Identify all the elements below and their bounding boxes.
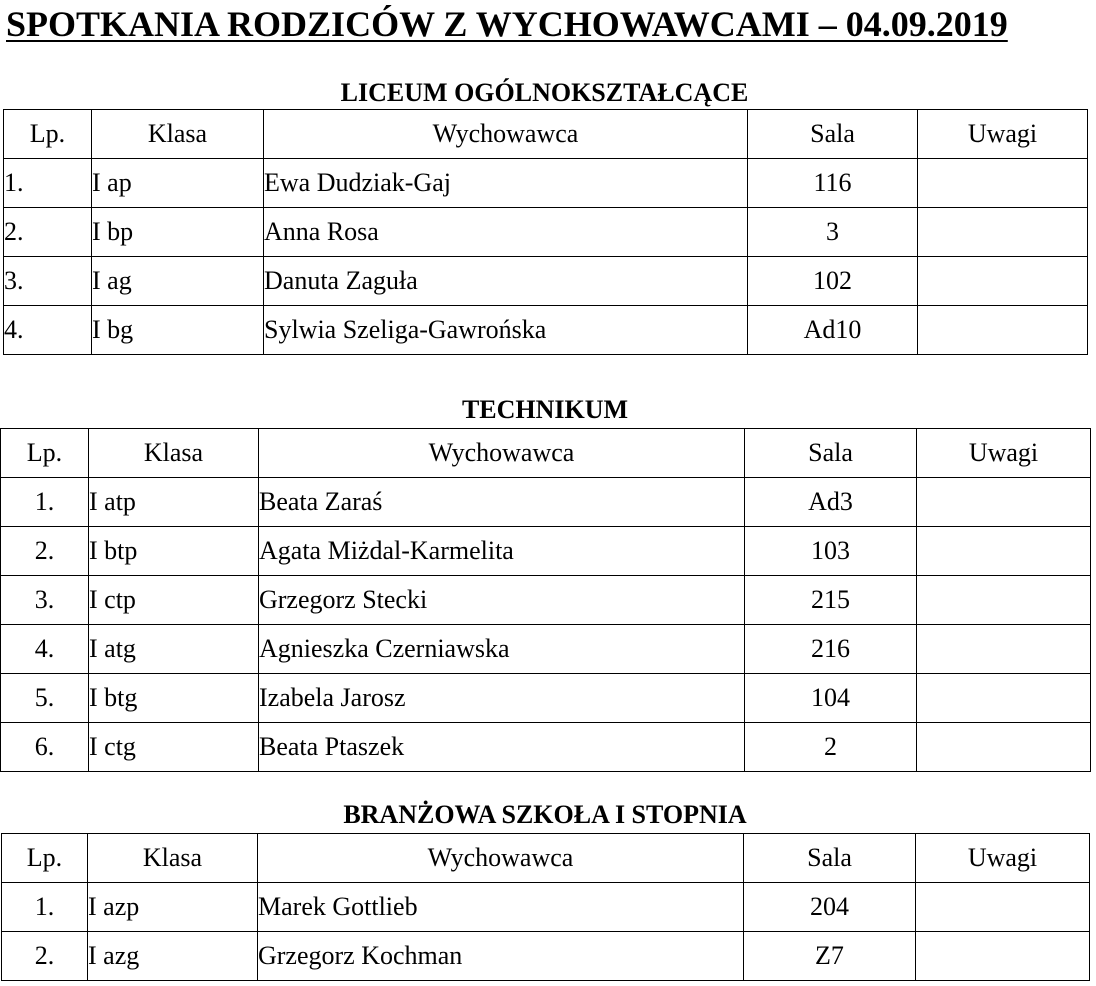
- table-row: [1, 527, 1091, 576]
- header-klasa: Klasa: [88, 834, 258, 883]
- table-row: [1, 478, 1091, 527]
- table-branzowa: [1, 833, 1090, 981]
- table-row: [4, 208, 1088, 257]
- header-lp: Lp.: [2, 834, 88, 883]
- cell-wychowawca: Beata Ptaszek: [259, 723, 745, 772]
- cell-uwagi: [917, 576, 1091, 625]
- cell-lp: 2.: [4, 208, 92, 257]
- cell-wychowawca: Beata Zaraś: [259, 478, 745, 527]
- cell-sala: Ad3: [745, 478, 917, 527]
- cell-lp: 2.: [1, 527, 89, 576]
- cell-uwagi: [917, 674, 1091, 723]
- cell-lp: 1.: [1, 478, 89, 527]
- header-wychowawca: Wychowawca: [258, 834, 744, 883]
- cell-klasa: I atg: [89, 625, 259, 674]
- section-title-branzowa: BRANŻOWA SZKOŁA I STOPNIA: [343, 800, 747, 829]
- cell-lp: 2.: [2, 932, 88, 981]
- cell-sala: 2: [745, 723, 917, 772]
- header-sala: Sala: [748, 110, 918, 159]
- cell-uwagi: [918, 306, 1088, 355]
- cell-uwagi: [916, 883, 1090, 932]
- header-wychowawca: Wychowawca: [259, 429, 745, 478]
- table-row: [4, 306, 1088, 355]
- cell-uwagi: [916, 932, 1090, 981]
- cell-uwagi: [918, 159, 1088, 208]
- cell-uwagi: [917, 527, 1091, 576]
- cell-klasa: I btp: [89, 527, 259, 576]
- cell-sala: 215: [745, 576, 917, 625]
- header-sala: Sala: [745, 429, 917, 478]
- table-row: [4, 159, 1088, 208]
- table-header-row: [2, 834, 1090, 883]
- cell-klasa: I btg: [89, 674, 259, 723]
- cell-lp: 1.: [4, 159, 92, 208]
- table-row: [2, 932, 1090, 981]
- cell-klasa: I ap: [92, 159, 264, 208]
- cell-klasa: I bg: [92, 306, 264, 355]
- cell-uwagi: [917, 625, 1091, 674]
- header-uwagi: Uwagi: [916, 834, 1090, 883]
- table-row: [1, 576, 1091, 625]
- header-klasa: Klasa: [89, 429, 259, 478]
- header-uwagi: Uwagi: [917, 429, 1091, 478]
- table-row: [1, 723, 1091, 772]
- cell-uwagi: [917, 478, 1091, 527]
- table-row: [1, 625, 1091, 674]
- table-liceum: [3, 109, 1088, 355]
- cell-sala: 104: [745, 674, 917, 723]
- cell-klasa: I azp: [88, 883, 258, 932]
- cell-klasa: I ag: [92, 257, 264, 306]
- header-wychowawca: Wychowawca: [264, 110, 748, 159]
- header-sala: Sala: [744, 834, 916, 883]
- cell-klasa: I ctg: [89, 723, 259, 772]
- cell-sala: 116: [748, 159, 918, 208]
- cell-uwagi: [918, 257, 1088, 306]
- cell-lp: 4.: [1, 625, 89, 674]
- cell-wychowawca: Danuta Zaguła: [264, 257, 748, 306]
- cell-lp: 5.: [1, 674, 89, 723]
- cell-klasa: I bp: [92, 208, 264, 257]
- cell-lp: 3.: [1, 576, 89, 625]
- table-row: [4, 257, 1088, 306]
- cell-lp: 1.: [2, 883, 88, 932]
- cell-sala: 3: [748, 208, 918, 257]
- cell-wychowawca: Grzegorz Stecki: [259, 576, 745, 625]
- cell-lp: 3.: [4, 257, 92, 306]
- section-title-technikum: TECHNIKUM: [461, 395, 629, 424]
- cell-klasa: I atp: [89, 478, 259, 527]
- cell-wychowawca: Anna Rosa: [264, 208, 748, 257]
- header-klasa: Klasa: [92, 110, 264, 159]
- cell-wychowawca: Grzegorz Kochman: [258, 932, 744, 981]
- cell-wychowawca: Marek Gottlieb: [258, 883, 744, 932]
- cell-sala: 103: [745, 527, 917, 576]
- cell-wychowawca: Izabela Jarosz: [259, 674, 745, 723]
- header-lp: Lp.: [4, 110, 92, 159]
- cell-wychowawca: Ewa Dudziak-Gaj: [264, 159, 748, 208]
- cell-wychowawca: Agata Miżdal-Karmelita: [259, 527, 745, 576]
- table-row: [2, 883, 1090, 932]
- cell-sala: 204: [744, 883, 916, 932]
- cell-sala: Z7: [744, 932, 916, 981]
- cell-uwagi: [918, 208, 1088, 257]
- table-header-row: [1, 429, 1091, 478]
- cell-sala: Ad10: [748, 306, 918, 355]
- cell-lp: 4.: [4, 306, 92, 355]
- header-uwagi: Uwagi: [918, 110, 1088, 159]
- table-technikum: [0, 428, 1091, 772]
- section-title-liceum: LICEUM OGÓLNOKSZTAŁCĄCE: [340, 78, 749, 107]
- cell-uwagi: [917, 723, 1091, 772]
- table-row: [1, 674, 1091, 723]
- cell-wychowawca: Agnieszka Czerniawska: [259, 625, 745, 674]
- page-title: SPOTKANIA RODZICÓW Z WYCHOWAWCAMI – 04.09.2019: [6, 4, 1008, 44]
- cell-lp: 6.: [1, 723, 89, 772]
- cell-sala: 102: [748, 257, 918, 306]
- cell-wychowawca: Sylwia Szeliga-Gawrońska: [264, 306, 748, 355]
- header-lp: Lp.: [1, 429, 89, 478]
- cell-sala: 216: [745, 625, 917, 674]
- cell-klasa: I azg: [88, 932, 258, 981]
- cell-klasa: I ctp: [89, 576, 259, 625]
- table-header-row: [4, 110, 1088, 159]
